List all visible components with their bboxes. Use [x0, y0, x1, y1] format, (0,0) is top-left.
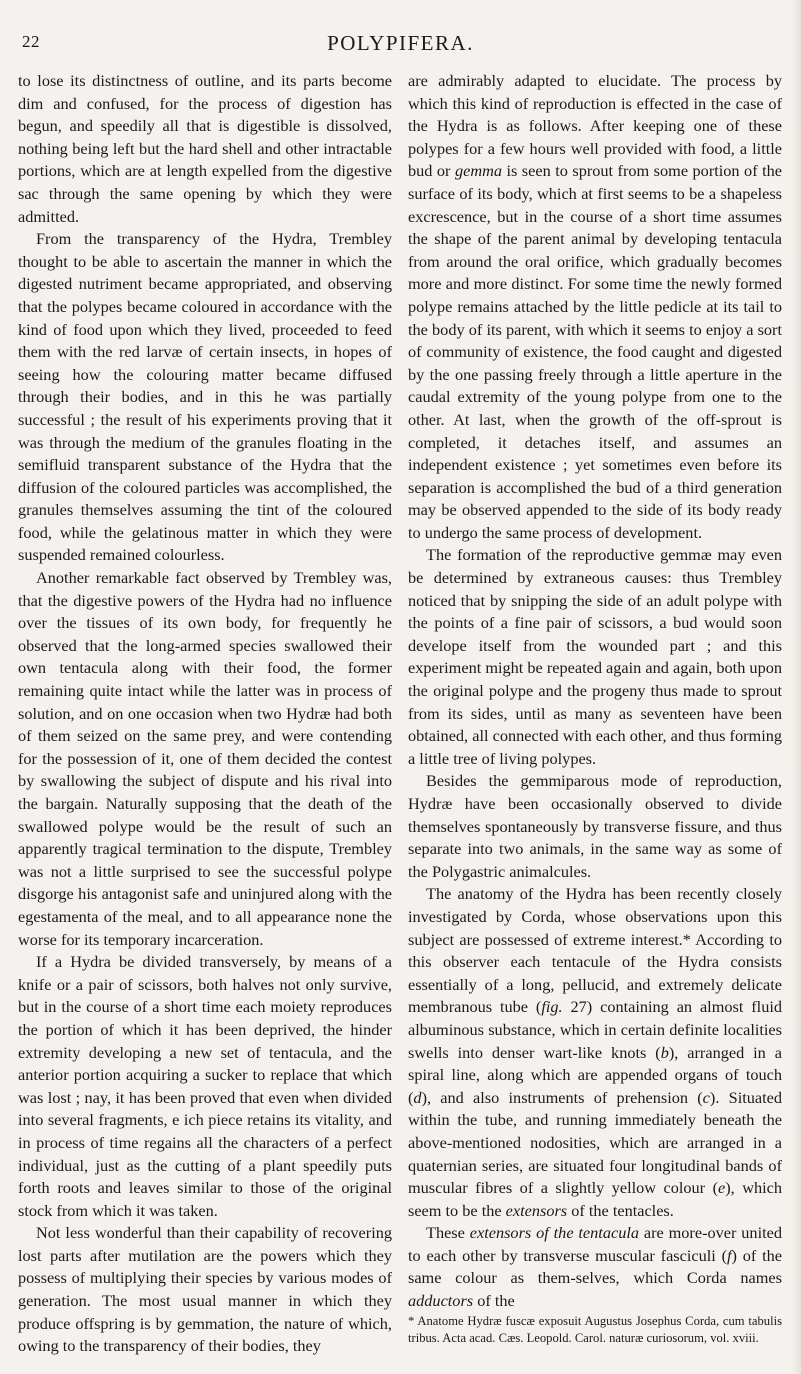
footnote: * Anatome Hydræ fuscæ exposuit Augustus Josephus Corda, cum tabulis tribus. Acta acad. Cæs. Leopold. Carol. naturæ curiosorum, vol. xviii.: [408, 1313, 782, 1345]
left-column: [18, 70, 392, 1358]
text-run: is seen to sprout from some portion of the surface of its body, which at first seems to be a shapeless excrescence, but in the course of a short time assumes the shape of the parent animal by developing tentacula from around the oral orifice, which gradually becomes more and more distinct. For some time the newly formed polype remains attached by the little pedicle at its tail to the body of its parent, with which it seems to enjoy a sort of community of existence, the food caught and digested by the one passing freely through a little aperture in the caudal extremity of the young polype from one to the other. At last, when the growth of the off-sprout is completed, it detaches itself, and assumes an independent existence ; yet sometimes even before its separation is accomplished the bud of a third generation may be observed appended to the side of its body ready to undergo the same process of development.: [408, 161, 782, 542]
paragraph: Another remarkable fact observed by Trembley was, that the digestive powers of the Hydra had no influence over the tissues of its own body, for frequently he observed that the long-armed species swallowed their own tentacula along with their food, the former remaining quite intact while the latter was in process of solution, and on one occasion when two Hydræ had both of them seized on the same prey, and were contending for the possession of it, one of them decided the contest by swallowing the subject of dispute and his rival into the bargain. Naturally supposing that the death of the swallowed polype would be the result of such an apparently tragical termination to the dispute, Trembley was not a little surprised to see the successful polype disgorge his antagonist safe and uninjured along with the egestamenta of the meal, and to all appearance none the worse for its temporary incarceration.: [18, 568, 392, 949]
text-run: ). Situated within the tube, and running immediately beneath the above-mentioned nodosities, which are arranged in a quaternian series, are situated four longitudinal bands of muscular fibres of a slightly yellow colour (: [408, 1087, 783, 1198]
right-column: [408, 70, 782, 1347]
text-run: 27) containing an almost fluid albuminous substance, which in certain definite localities swells into denser wart-like knots (: [408, 997, 783, 1062]
text-run: The anatomy of the Hydra has been recently closely investigated by Corda, whose observations upon this subject are possessed of extreme interest.* According to this observer each tentacule of the Hydra consists essentially of a long, pellucid, and extremely delicate membranous tube (: [408, 884, 782, 1017]
paragraph: If a Hydra be divided transversely, by means of a knife or a pair of scissors, both halves not only survive, but in the course of a short time each moiety reproduces the portion of which it has been deprived, the hinder extremity developing a new set of tentacula, and the anterior portion acquiring a sucker to replace that which was lost ; nay, it has been proved that even when divided into several fragments, e ich piece retains its vitality, and in process of time regains all the characters of a perfect individual, just as the cutting of a plant speedily puts forth roots and leaves similar to those of the original stock from which it was taken.: [18, 952, 392, 1220]
text-run: are more-over united to each other by transverse muscular fasciculi (: [408, 1223, 782, 1265]
paragraph: to lose its distinctness of outline, and its parts become dim and confused, for the process of digestion has begun, and speedily all that is digestible is dissolved, nothing being left but the hard shell and other intractable portions, which are at length expelled from the digestive sac through the same opening by which they were admitted.: [18, 71, 392, 226]
text-run: are admirably adapted to elucidate. The process by which this kind of reproduction is effected in the case of the Hydra is as follows. After keeping one of these polypes for a few hours well provided with food, a little bud or: [408, 71, 782, 181]
paragraph: [408, 883, 782, 1222]
text-run: ), arranged in a spiral line, along which are appended organs of touch (: [408, 1042, 782, 1107]
italic-term: extensors: [505, 1200, 568, 1220]
page-number: 22: [22, 32, 40, 51]
running-head: POLYPIFERA.: [327, 31, 474, 55]
italic-term: b: [660, 1042, 669, 1062]
page-edge-shadow: [791, 0, 801, 1374]
italic-term: c: [702, 1087, 710, 1107]
text-run: of the: [473, 1291, 515, 1311]
paragraph: Not less wonderful than their capability of recovering lost parts after mutilation are the powers which they possess of multiplying their species by various modes of generation. The most usual manner in which they produce offspring is by gemmation, the nature of which, owing to the transparency of their bodies, they: [18, 1223, 392, 1356]
text-run: ), which seem to be the: [408, 1178, 782, 1220]
italic-term: gemma: [454, 161, 502, 181]
paragraph: From the transparency of the Hydra, Trembley thought to be able to ascertain the manner in which the digested nutriment became appropriated, and observing that the polypes became coloured in accordance with the kind of food upon which they lived, proceeded to feed them with the red larvæ of certain insects, in hopes of seeing how the colouring matter became diffused through their bodies, and in this he was partially successful ; the result of his experiments proving that it was through the medium of the granules floating in the semifluid transparent substance of the Hydra that the diffusion of the coloured particles was accomplished, the granules themselves assuming the tint of the coloured food, while the gelatinous matter in which they were suspended remained colourless.: [18, 229, 392, 565]
italic-term: f: [727, 1245, 732, 1265]
italic-term: d: [413, 1087, 422, 1107]
text-run: of the tentacles.: [567, 1200, 674, 1220]
paragraph: [408, 70, 782, 544]
text-run: ) of the same colour as them-selves, which Corda names: [408, 1245, 783, 1288]
text-run: These: [426, 1223, 470, 1243]
italic-term: extensors of the tentacula: [469, 1223, 639, 1243]
italic-term: adductors: [408, 1291, 474, 1311]
paragraph: [408, 1222, 782, 1312]
text-run: ), and also instruments of prehension (: [421, 1087, 703, 1107]
paragraph: Besides the gemmiparous mode of reproduction, Hydræ have been occasionally observed to divide themselves spontaneously by transverse fissure, and thus separate into two animals, in the same way as some of the Polygastric animalcules.: [408, 771, 782, 881]
paragraph: The formation of the reproductive gemmæ may even be determined by extraneous causes: thus Trembley noticed that by snipping the side of an adult polype with the points of a fine pair of scissors, a bud would soon develope itself from the wounded part ; and this experiment might be repeated again and again, both upon the original polype and the progeny thus made to sprout from its sides, until as many as seventeen have been obtained, all connected with each other, and thus forming a little tree of living polypes.: [408, 545, 782, 768]
italic-term: e: [718, 1178, 726, 1198]
italic-term: fig.: [541, 997, 563, 1017]
